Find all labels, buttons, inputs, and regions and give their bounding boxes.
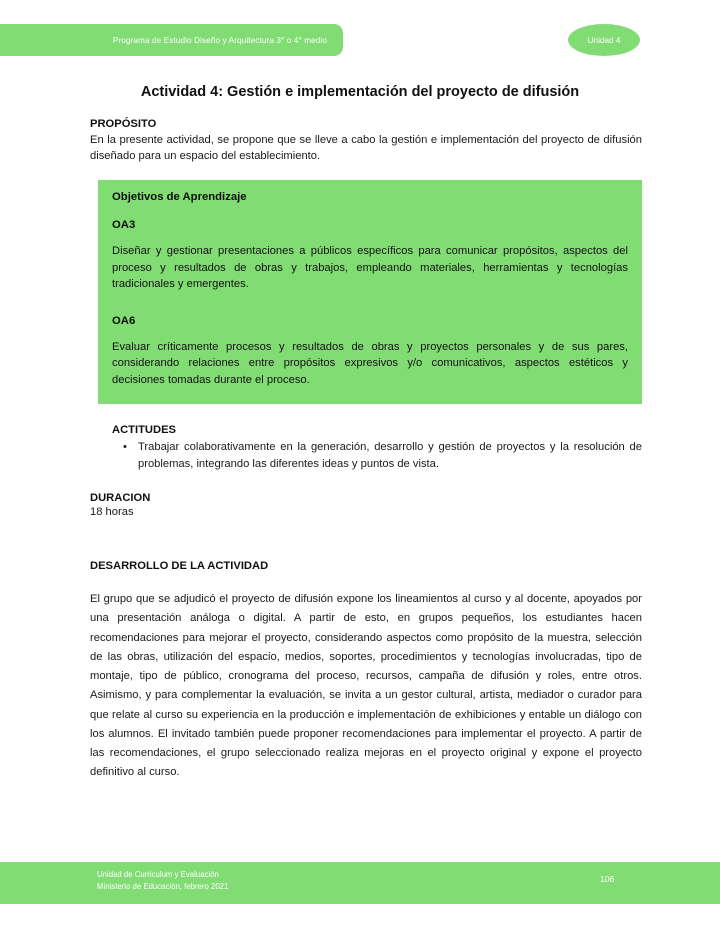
program-banner (0, 24, 343, 56)
objetivo-text-oa6: Evaluar críticamente procesos y resultados de obras y proyectos personales y de sus pares, considerando relaciones entre propósitos expresivos y/o comunicativos, aspectos estéticos y decisiones tomadas durante el proceso. (112, 340, 628, 386)
actitudes-list (112, 439, 642, 472)
footer-line-2: Ministerio de Educación, febrero 2021 (97, 881, 229, 891)
program-banner-label: Programa de Estudio Diseño y Arquitectura 3° o 4° medio (112, 35, 327, 45)
footer-line-1: Unidad de Curriculum y Evaluación (97, 870, 219, 879)
duracion-section (90, 492, 390, 518)
proposito-heading: PROPÓSITO (90, 118, 157, 130)
desarrollo-heading: DESARROLLO DE LA ACTIVIDAD (90, 560, 269, 572)
unit-badge-label: Unidad 4 (587, 35, 621, 45)
duracion-value: 18 horas (90, 506, 134, 518)
objetivo-code-oa3: OA3 (112, 219, 136, 231)
duracion-heading: DURACION (90, 492, 151, 504)
bullet-icon: • (123, 441, 127, 453)
actitudes-section (112, 424, 642, 472)
list-item (123, 439, 642, 472)
objetivos-de-aprendizaje-box (98, 180, 642, 404)
proposito-section (90, 118, 642, 164)
proposito-text: En la presente actividad, se propone que se lleve a cabo la gestión e implementación del proyecto de difusión diseñado para un espacio del establecimiento. (90, 134, 642, 163)
objetivo-text-oa3: Diseñar y gestionar presentaciones a públicos específicos para comunicar propósitos, aspectos del proceso y resultados de obras y trabajos, empleando materiales, herramientas y tecnologías tradicionales y emergentes. (112, 245, 628, 291)
unit-badge (568, 24, 640, 56)
actitud-text: Trabajar colaborativamente en la generación, desarrollo y gestión de proyectos y la resolución de problemas, integrando las diferentes ideas y puntos de vista. (138, 441, 642, 470)
objetivo-code-oa6: OA6 (112, 314, 136, 327)
desarrollo-section (90, 560, 642, 783)
footer-institution (97, 869, 228, 892)
objetivos-box-title: Objetivos de Aprendizaje (112, 191, 247, 203)
actitudes-heading: ACTITUDES (112, 424, 177, 436)
page-title: Actividad 4: Gestión e implementación del proyecto de difusión (140, 84, 580, 100)
desarrollo-paragraph: El grupo que se adjudicó el proyecto de difusión expone los lineamientos al curso y al docente, apoyados por una presentación análoga o digital. A partir de esto, en grupos pequeños, los estudiantes hacen recomendaciones para mejorar el proyecto, considerando aspectos como propósito de la muestra, selección de las obras, utilización del espacio, medios, soportes, procedimientos y tecnologías involucradas, tipo de montaje, tipo de público, cronograma del proceso, recursos, campaña de difusión y roles, entre otros. Asimismo, y para complementar la evaluación, se invita a un gestor cultural, artista, mediador o curador para que relate al curso su experiencia en la producción e implementación de exhibiciones y entable un diálogo con los alumnos. El invitado también puede proponer recomendaciones para implementar el proyecto. A partir de las recomendaciones, el grupo seleccionado realiza mejoras en el proyecto original y expone el proyecto definitivo al curso. (90, 593, 642, 779)
page-number: 106 (600, 874, 615, 884)
